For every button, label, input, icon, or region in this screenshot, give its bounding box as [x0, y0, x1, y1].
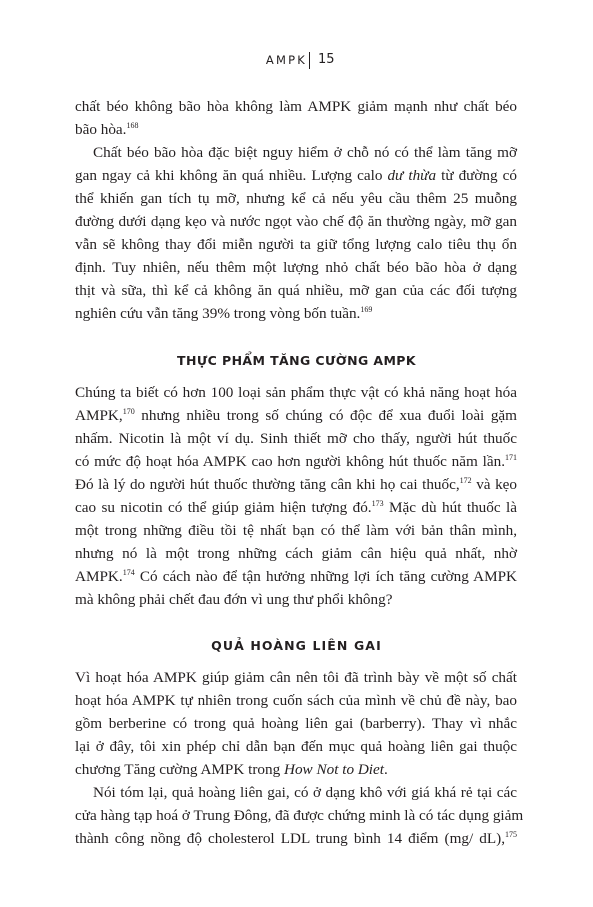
text-segment: Đó là lý do người hút thuốc thường tăng cân khi họ cai thuốc,: [75, 476, 460, 493]
text-segment: cao su nicotin có thể giúp giảm hiện tượng đó.: [75, 499, 372, 516]
text-line: định. Tuy nhiên, nếu thêm một lượng nhỏ chất béo bão hòa ở dạng: [75, 259, 517, 276]
text-line: [75, 450, 517, 473]
footnote-ref: 171: [505, 453, 517, 462]
footnote-ref: 174: [122, 568, 135, 577]
section-heading: THỰC PHẨM TĂNG CƯỜNG AMPK: [177, 353, 416, 368]
text-line: [75, 473, 517, 496]
text-line: cửa hàng tạp hoá ở Trung Đông, đã được chứng minh là có tác dụng giảm: [75, 807, 524, 824]
subsection-heading: QUẢ HOÀNG LIÊN GAI: [211, 638, 382, 653]
text-segment: .: [384, 761, 388, 778]
text-line: chất béo không bão hòa không làm AMPK giảm mạnh như chất béo: [75, 98, 517, 115]
paragraph-summary: [75, 781, 524, 850]
text-line: [75, 118, 517, 141]
text-line: nhấm. Nicotin là một ví dụ. Sinh thiết mỡ cho thấy, người hút thuốc: [75, 430, 517, 447]
footnote-ref: 173: [371, 499, 384, 508]
text-line: hoạt hóa AMPK tự nhiên trong cuốn sách của mình về chủ đề này, bao: [75, 692, 517, 709]
text-segment: bão hòa.: [75, 121, 127, 138]
paragraph-saturated-fat: [75, 141, 517, 325]
text-line: [75, 565, 517, 588]
text-segment: có mức độ hoạt hóa AMPK cao hơn người không hút thuốc năm lần.: [75, 453, 505, 470]
text-segment: AMPK,: [75, 407, 123, 424]
text-line: Nói tóm lại, quả hoàng liên gai, có ở dạng khô với giá khá rẻ tại các: [93, 784, 517, 801]
paragraph-barberry: [75, 666, 517, 781]
text-segment: Mặc dù hút thuốc là: [383, 499, 517, 516]
emphasis: dư thừa: [387, 167, 437, 184]
text-line: [75, 302, 517, 325]
footnote-ref: 172: [459, 476, 472, 485]
text-segment: nghiên cứu vẫn tăng 39% trong vòng bốn tuần.: [75, 305, 361, 322]
text-segment: AMPK.: [75, 568, 123, 585]
text-segment: nhưng nhiều trong số chúng có độc để xua đuổi loài gặm: [134, 407, 517, 424]
text-line: gồm berberine có trong quả hoàng liên gai (barberry). Thay vì nhắc: [75, 715, 517, 732]
text-line: Chúng ta biết có hơn 100 loại sản phẩm thực vật có khả năng hoạt hóa: [75, 384, 517, 401]
running-head-separator: [309, 52, 310, 69]
text-line: nhưng nó là một trong những cách giảm cân hiệu quả nhất, nhờ: [75, 545, 517, 562]
text-segment: gan ngay cả khi không ăn quá nhiều. Lượng calo: [75, 167, 383, 184]
running-head: [0, 50, 593, 72]
text-line: thịt và sữa, thì kể cả không ăn quá nhiều, mỡ gan của các đối tượng: [75, 282, 517, 299]
footnote-ref: 168: [126, 121, 139, 130]
text-line: [75, 404, 517, 427]
footnote-ref: 170: [122, 407, 135, 416]
text-line: [75, 496, 517, 519]
text-segment: và kẹo: [471, 476, 517, 493]
paragraph-ampk-foods: [75, 381, 517, 611]
footnote-ref: 169: [360, 305, 373, 314]
footnote-ref: 175: [505, 830, 517, 839]
text-line: [75, 164, 517, 187]
text-segment: thành công nồng độ cholesterol LDL trung bình 14 điểm (mg/ dL),: [75, 830, 505, 847]
text-line: [75, 758, 517, 781]
text-segment: Có cách nào để tận hưởng những lợi ích tăng cường AMPK: [134, 568, 517, 585]
text-line: vẫn sẽ không thay đổi miễn người ta giữ tổng lượng calo tiêu thụ ổn: [75, 236, 517, 253]
text-line: Chất béo bão hòa đặc biệt nguy hiểm ở chỗ nó có thể làm tăng mỡ: [93, 144, 517, 161]
text-segment: chương Tăng cường AMPK trong: [75, 761, 281, 778]
text-line: lại ở đây, tôi xin phép chỉ dẫn bạn đến mục quả hoàng liên gai thuộc: [75, 738, 517, 755]
text-line: đường dưới dạng kẹo và nước ngọt vào chế độ ăn thường ngày, mỡ gan: [75, 213, 517, 230]
text-line: mà không phải chết đau đớn vì ung thư phổi không?: [75, 591, 393, 608]
running-head-title: AMPK: [265, 53, 307, 67]
text-line: thể khiến gan tích tụ mỡ, nhưng kể cả nếu yêu cầu thêm 25 muỗng: [75, 190, 517, 207]
text-line: một trong những điều tồi tệ nhất bạn có thể làm với bản thân mình,: [75, 522, 517, 539]
book-title: How Not to Diet: [284, 761, 384, 778]
text-segment: từ đường có: [441, 167, 517, 184]
page-number: 15: [318, 52, 335, 67]
text-line: [75, 827, 517, 850]
paragraph-continued: [75, 95, 517, 141]
text-line: Vì hoạt hóa AMPK giúp giảm cân nên tôi đã trình bày về một số chất: [75, 669, 517, 686]
